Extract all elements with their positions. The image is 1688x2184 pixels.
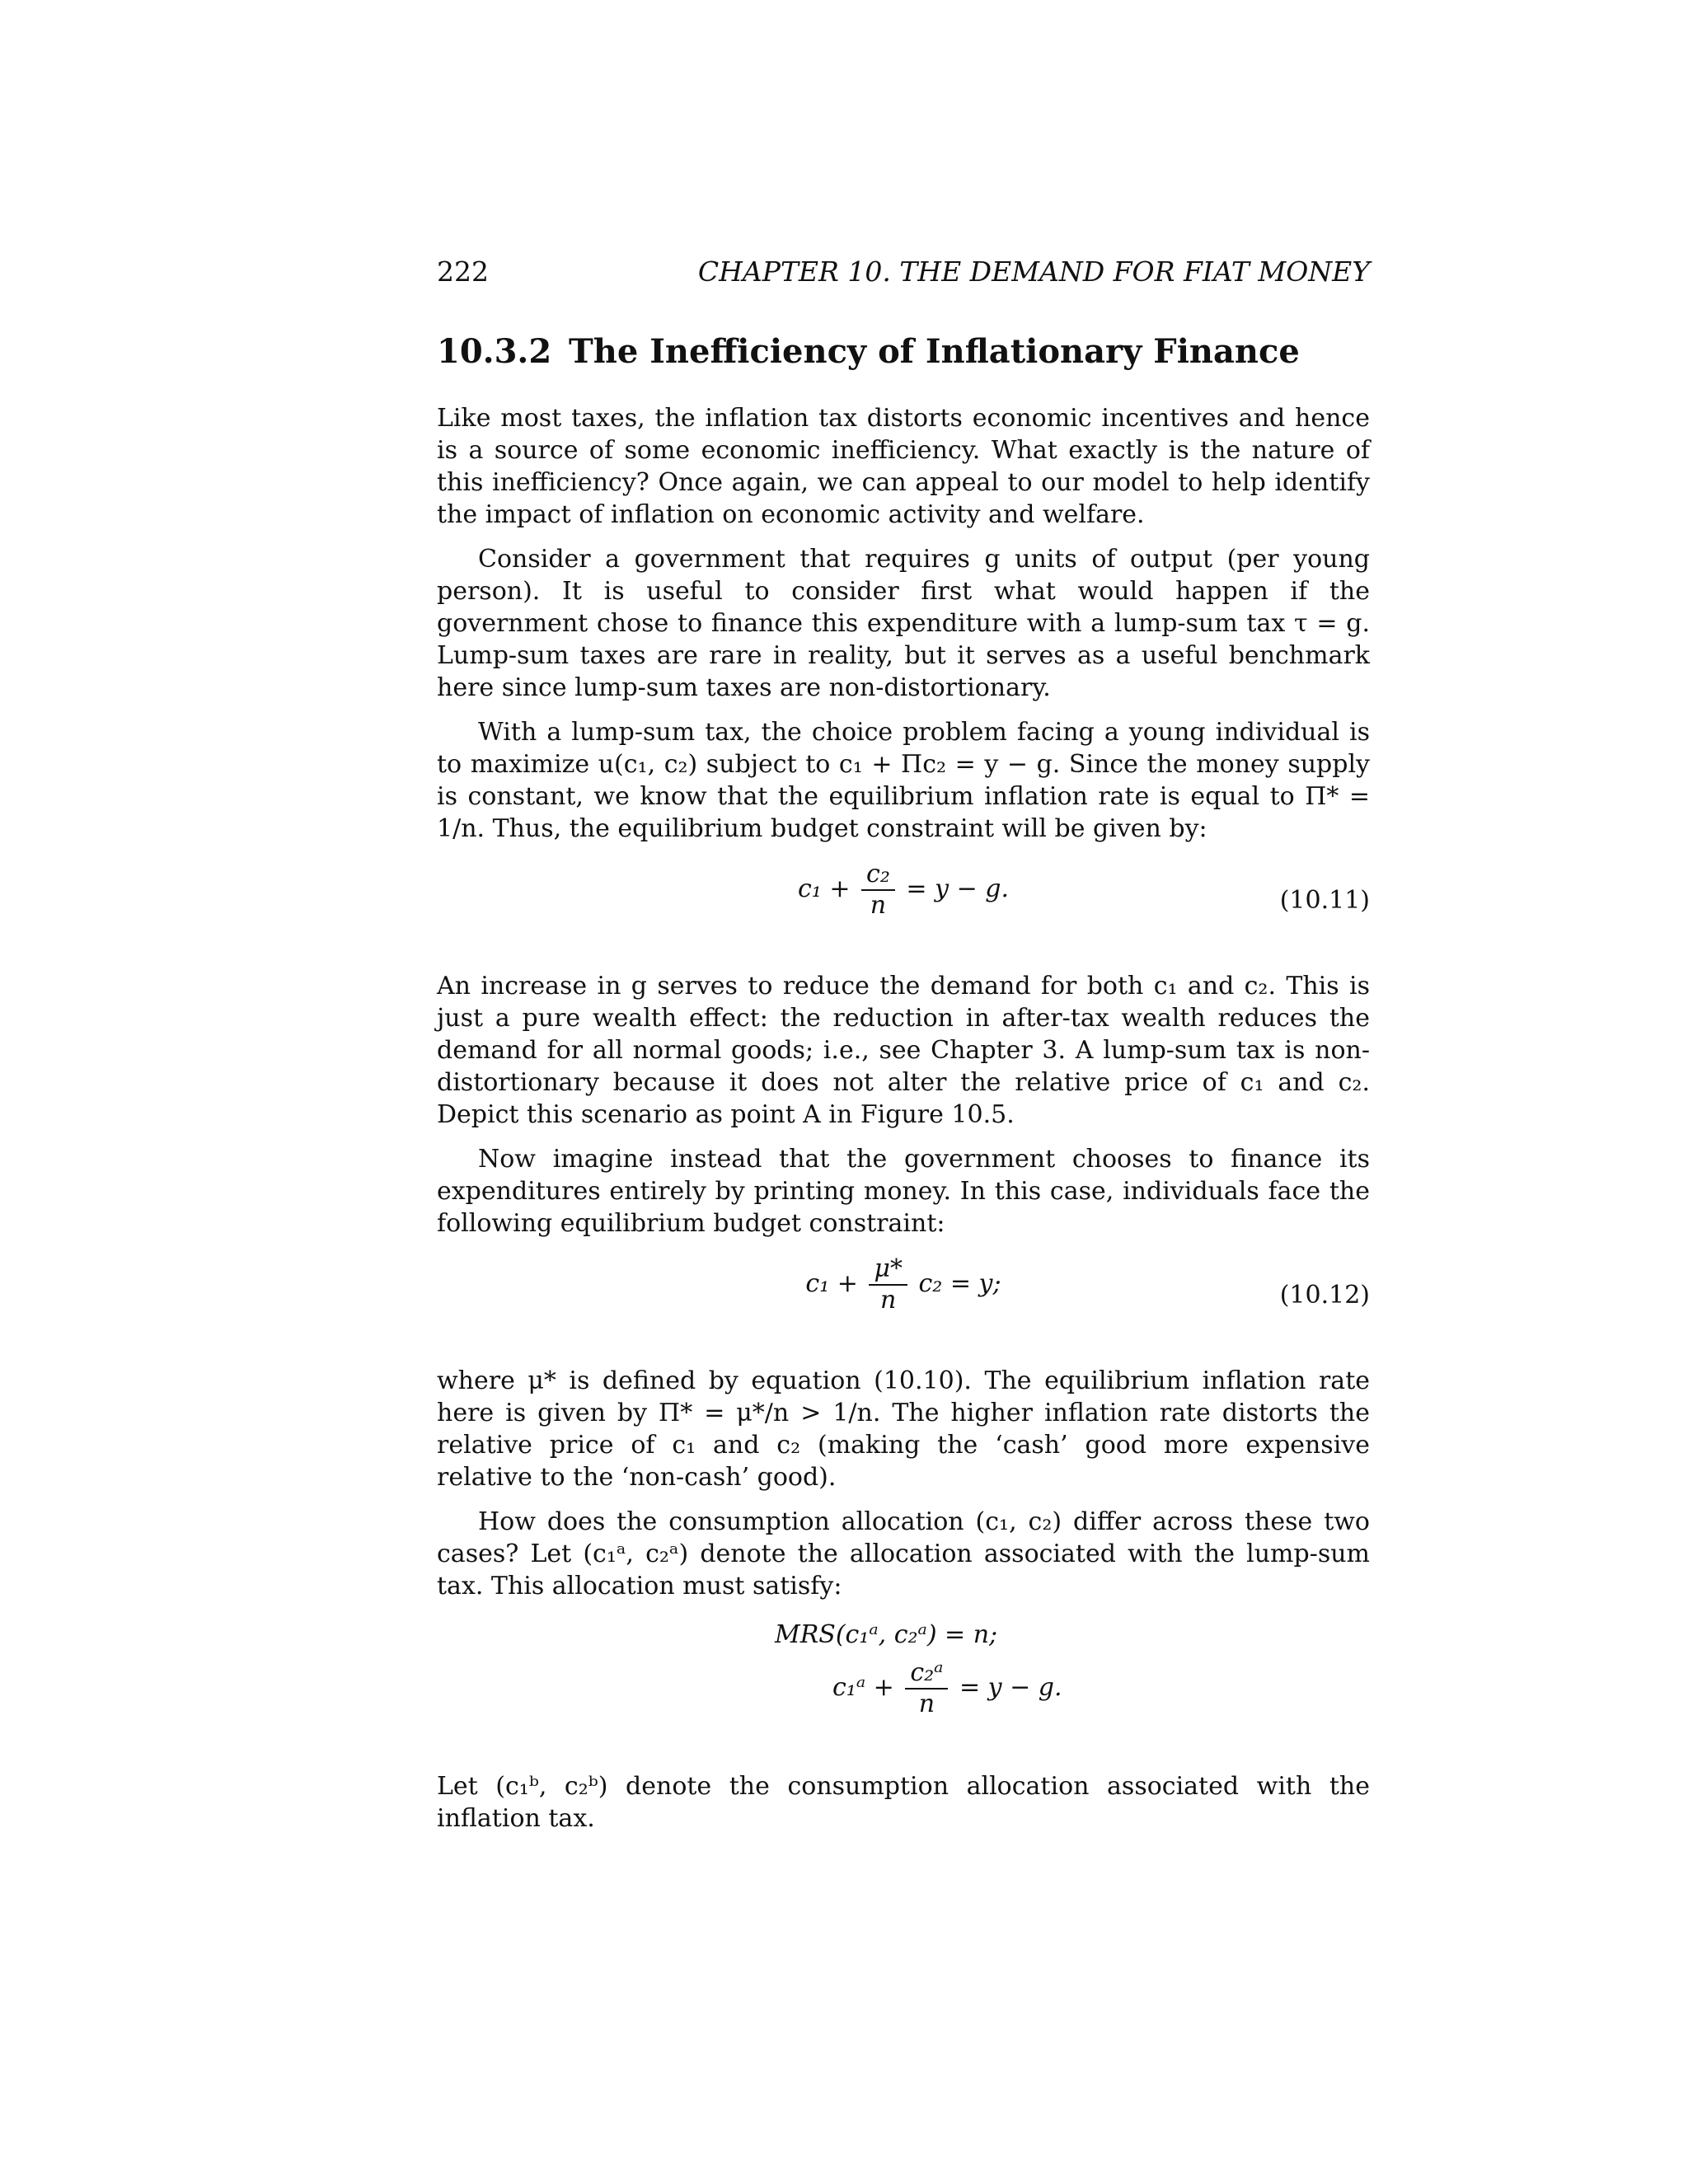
system-line-2-lhs: c₁ᵃ +: [832, 1673, 894, 1702]
paragraph-6: where μ* is defined by equation (10.10). The equilibrium inflation rate here is given by Π* = μ*/n > 1/n. The higher inflation rate distorts the relative price of c₁ and c₂ (making the ‘cash’ good more expensive relative to the ‘non-cash’ good).: [437, 1366, 1370, 1492]
section-heading: [437, 331, 1370, 373]
paragraph-4: An increase in g serves to reduce the demand for both c₁ and c₂. This is just a pure wealth effect: the reduction in after-tax wealth reduces the demand for all normal goods; i.e., see Chapter 3. A lump-sum tax is non-distortionary because it does not alter the relative price of c₁ and c₂. Depict this scenario as point A in Figure 10.5.: [437, 972, 1370, 1129]
fraction-denominator: n: [880, 1286, 897, 1315]
fraction-denominator: n: [870, 891, 887, 920]
equation-lhs: c₁ +: [797, 874, 851, 903]
fraction-numerator: c₂ᵃ: [905, 1658, 948, 1690]
fraction: [861, 860, 895, 921]
fraction: [869, 1254, 907, 1315]
running-title: CHAPTER 10. THE DEMAND FOR FIAT MONEY: [697, 255, 1370, 288]
system-line-2: [832, 1658, 1062, 1719]
system-line-1: MRS(c₁ᵃ, c₂ᵃ) = n;: [775, 1620, 998, 1649]
paragraph-3: With a lump-sum tax, the choice problem facing a young individual is to maximize u(c₁, c₂) subject to c₁ + Πc₂ = y − g. Since the money supply is constant, we know that the equilibrium inflation rate is equal to Π* = 1/n. Thus, the equilibrium budget constraint will be given by:: [437, 718, 1370, 843]
equation-number: (10.12): [1279, 1281, 1370, 1310]
equation-body: [437, 860, 1370, 921]
fraction-denominator: n: [918, 1690, 935, 1718]
body-text: [437, 402, 1370, 1835]
running-head: [437, 255, 1370, 288]
paragraph-1: Like most taxes, the inflation tax distorts economic incentives and hence is a source of some economic inefficiency. What exactly is the nature of this inefficiency? Once again, we can appeal to our model to help identify the impact of inflation on economic activity and welfare.: [437, 404, 1370, 529]
equation-body: [437, 1254, 1370, 1315]
paragraph-2: Consider a government that requires g units of output (per young person). It is useful to consider first what would happen if the government chose to finance this expenditure with a lump-sum tax τ = g. Lump-sum taxes are rare in reality, but it serves as a useful benchmark here since lump-sum taxes are non-distortionary.: [437, 545, 1370, 702]
fraction: [905, 1658, 948, 1719]
equation-lhs: c₁ +: [805, 1269, 858, 1298]
section-number: 10.3.2: [437, 332, 552, 371]
equation-number: (10.11): [1279, 886, 1370, 915]
equation-system: [437, 1619, 1370, 1750]
page: [437, 255, 1370, 1847]
fraction-numerator: c₂: [861, 860, 895, 891]
equation-10-11: [437, 860, 1370, 950]
fraction-numerator: μ*: [869, 1254, 907, 1286]
paragraph-7: How does the consumption allocation (c₁, c₂) differ across these two cases? Let (c₁ᵃ, c₂ᵃ) denote the allocation associated with the lump-sum tax. This allocation must satisfy:: [437, 1507, 1370, 1601]
section-title: The Inefficiency of Inflationary Finance: [569, 332, 1300, 371]
system-line-2-rhs: = y − g.: [959, 1673, 1062, 1702]
paragraph-8: Let (c₁ᵇ, c₂ᵇ) denote the consumption allocation associated with the inflation tax.: [437, 1772, 1370, 1833]
equation-rhs: c₂ = y;: [918, 1269, 1001, 1298]
paragraph-5: Now imagine instead that the government chooses to finance its expenditures entirely by printing money. In this case, individuals face the following equilibrium budget constraint:: [437, 1145, 1370, 1238]
equation-rhs: = y − g.: [906, 874, 1009, 903]
equation-10-12: [437, 1254, 1370, 1345]
page-number: 222: [437, 255, 489, 288]
